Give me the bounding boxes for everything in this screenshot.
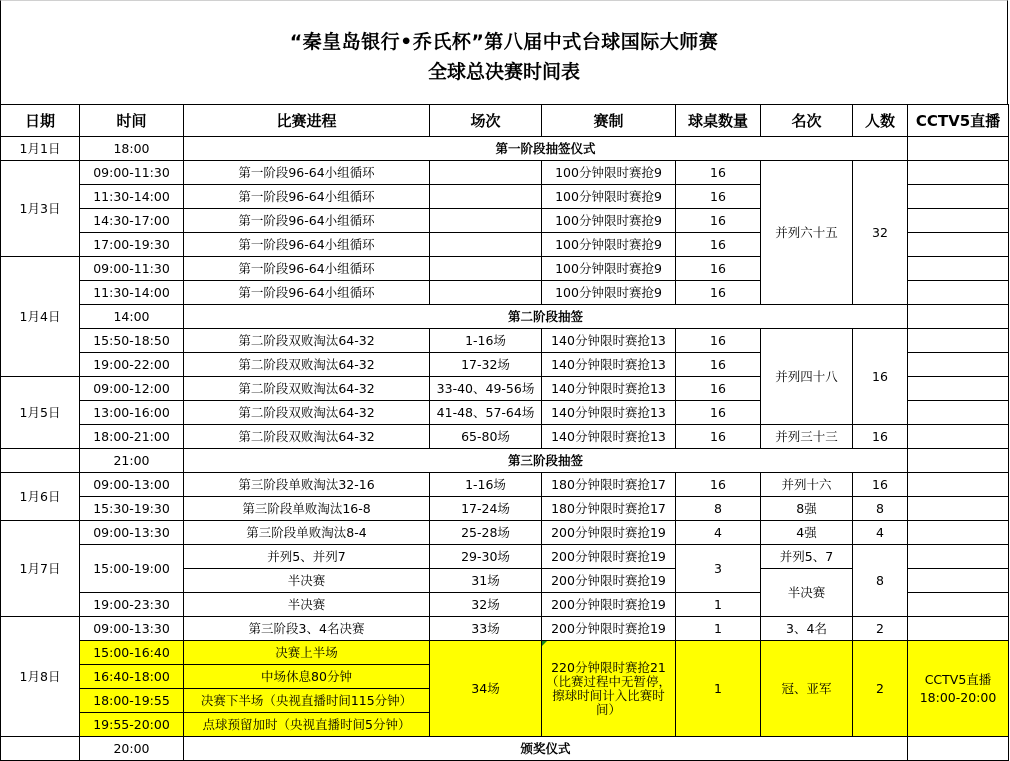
stage-cell: 第二阶段双败淘汰64-32 [184,353,430,377]
count-cell: 16 [853,473,908,497]
table-row [1,449,1009,473]
stage-cell: 决赛上半场 [184,641,430,665]
tables-cell: 16 [676,401,761,425]
stage-cell: 半决赛 [184,593,430,617]
count-cell: 8 [853,545,908,617]
stage-cell: 第一阶段96-64小组循环 [184,161,430,185]
tv-cell [908,137,1009,161]
table-row [1,329,1009,353]
time-cell: 18:00-19:55 [80,689,184,713]
count-cell: 8 [853,497,908,521]
rank-cell: 并列六十五 [761,161,853,305]
match-cell [430,233,542,257]
tables-cell: 16 [676,161,761,185]
stage-cell: 并列5、并列7 [184,545,430,569]
table-row [1,425,1009,449]
time-cell: 11:30-14:00 [80,281,184,305]
stage-cell: 第一阶段96-64小组循环 [184,281,430,305]
schedule-table [0,104,1009,761]
table-row [1,137,1009,161]
date-cell: 1月6日 [1,473,80,521]
match-cell: 29-30场 [430,545,542,569]
header-format: 赛制 [542,105,676,137]
time-cell: 18:00-21:00 [80,425,184,449]
format-cell: 100分钟限时赛抢9 [542,257,676,281]
time-cell: 14:00 [80,305,184,329]
date-cell: 1月1日 [1,137,80,161]
tv-cell [908,377,1009,401]
stage-cell: 第三阶段单败淘汰16-8 [184,497,430,521]
rank-cell: 并列三十三 [761,425,853,449]
time-cell: 19:00-23:30 [80,593,184,617]
tv-cell [908,449,1009,473]
format-cell: 200分钟限时赛抢19 [542,593,676,617]
tv-cell [908,425,1009,449]
tables-cell: 16 [676,473,761,497]
match-cell: 1-16场 [430,329,542,353]
stage-cell: 第三阶段3、4名决赛 [184,617,430,641]
table-row [1,545,1009,569]
header-row [1,105,1009,137]
tv-cell [908,521,1009,545]
rank-cell: 半决赛 [761,569,853,617]
tables-cell: 16 [676,281,761,305]
time-cell: 15:00-16:40 [80,641,184,665]
count-cell: 16 [853,425,908,449]
tv-cell [908,329,1009,353]
date-cell [1,449,80,473]
event-cell: 第三阶段抽签 [184,449,908,473]
stage-cell: 第一阶段96-64小组循环 [184,257,430,281]
stage-cell: 第二阶段双败淘汰64-32 [184,425,430,449]
date-cell: 1月5日 [1,377,80,449]
stage-cell: 半决赛 [184,569,430,593]
match-cell [430,209,542,233]
tv-cell [908,353,1009,377]
format-cell: 140分钟限时赛抢13 [542,329,676,353]
tables-cell: 16 [676,425,761,449]
match-cell: 1-16场 [430,473,542,497]
format-cell: 100分钟限时赛抢9 [542,185,676,209]
format-cell: 140分钟限时赛抢13 [542,353,676,377]
format-cell: 100分钟限时赛抢9 [542,161,676,185]
time-cell: 15:30-19:30 [80,497,184,521]
format-cell: 140分钟限时赛抢13 [542,401,676,425]
format-cell: 100分钟限时赛抢9 [542,281,676,305]
tv-cell [908,569,1009,593]
header-tv: CCTV5直播 [908,105,1009,137]
time-cell: 11:30-14:00 [80,185,184,209]
rank-cell: 并列5、7 [761,545,853,569]
header-match: 场次 [430,105,542,137]
count-cell: 16 [853,329,908,425]
match-cell: 33-40、49-56场 [430,377,542,401]
tv-cell [908,593,1009,617]
stage-cell: 中场休息80分钟 [184,665,430,689]
time-cell: 09:00-13:30 [80,521,184,545]
match-cell [430,161,542,185]
table-row [1,737,1009,761]
format-cell: 100分钟限时赛抢9 [542,233,676,257]
stage-cell: 第三阶段单败淘汰32-16 [184,473,430,497]
format-cell: 200分钟限时赛抢19 [542,545,676,569]
tables-cell: 16 [676,257,761,281]
tv-cell [908,737,1009,761]
format-cell: 220分钟限时赛抢21（比赛过程中无暂停，擦球时间计入比赛时间） [542,641,676,737]
count-cell: 32 [853,161,908,305]
date-cell [1,737,80,761]
format-cell: 200分钟限时赛抢19 [542,569,676,593]
match-cell: 31场 [430,569,542,593]
format-cell: 200分钟限时赛抢19 [542,521,676,545]
format-cell: 180分钟限时赛抢17 [542,497,676,521]
time-cell: 21:00 [80,449,184,473]
tables-cell: 1 [676,593,761,617]
tv-cell [908,617,1009,641]
tv-channel: CCTV5直播 [924,671,992,687]
table-row [1,473,1009,497]
match-cell [430,185,542,209]
match-cell: 34场 [430,641,542,737]
time-cell: 09:00-11:30 [80,161,184,185]
tv-cell [908,233,1009,257]
time-cell: 09:00-13:30 [80,617,184,641]
time-cell: 14:30-17:00 [80,209,184,233]
time-cell: 16:40-18:00 [80,665,184,689]
header-tables: 球桌数量 [676,105,761,137]
time-cell: 18:00 [80,137,184,161]
stage-cell: 第一阶段96-64小组循环 [184,185,430,209]
tv-cell [908,305,1009,329]
time-cell: 13:00-16:00 [80,401,184,425]
stage-cell: 第二阶段双败淘汰64-32 [184,329,430,353]
stage-cell: 决赛下半场（央视直播时间115分钟） [184,689,430,713]
time-cell: 19:55-20:00 [80,713,184,737]
format-cell: 200分钟限时赛抢19 [542,617,676,641]
rank-cell: 4强 [761,521,853,545]
match-cell [430,281,542,305]
tv-cell [908,281,1009,305]
stage-cell: 点球预留加时（央视直播时间5分钟） [184,713,430,737]
match-cell: 33场 [430,617,542,641]
table-row [1,161,1009,185]
stage-cell: 第一阶段96-64小组循环 [184,233,430,257]
event-cell: 颁奖仪式 [184,737,908,761]
tables-cell: 1 [676,641,761,737]
tv-cell [908,497,1009,521]
time-cell: 20:00 [80,737,184,761]
time-cell: 15:00-19:00 [80,545,184,593]
header-stage: 比赛进程 [184,105,430,137]
match-cell: 65-80场 [430,425,542,449]
format-cell: 100分钟限时赛抢9 [542,209,676,233]
match-cell: 17-24场 [430,497,542,521]
stage-cell: 第二阶段双败淘汰64-32 [184,401,430,425]
rank-cell: 8强 [761,497,853,521]
stage-cell: 第二阶段双败淘汰64-32 [184,377,430,401]
match-cell: 41-48、57-64场 [430,401,542,425]
page-title: “秦皇岛银行•乔氏杯”第八届中式台球国际大师赛 [289,31,719,53]
format-cell: 140分钟限时赛抢13 [542,377,676,401]
tables-cell: 16 [676,329,761,353]
tv-cell [908,473,1009,497]
rank-cell: 并列四十八 [761,329,853,425]
tables-cell: 16 [676,377,761,401]
tv-cell [908,161,1009,185]
time-cell: 17:00-19:30 [80,233,184,257]
tables-cell: 16 [676,233,761,257]
format-cell: 140分钟限时赛抢13 [542,425,676,449]
rank-cell: 3、4名 [761,617,853,641]
event-cell: 第二阶段抽签 [184,305,908,329]
date-cell: 1月3日 [1,161,80,257]
tables-cell: 1 [676,617,761,641]
table-row [1,497,1009,521]
time-cell: 19:00-22:00 [80,353,184,377]
time-cell: 15:50-18:50 [80,329,184,353]
page-subtitle: 全球总决赛时间表 [427,61,580,83]
time-cell: 09:00-11:30 [80,257,184,281]
tables-cell: 3 [676,545,761,593]
count-cell: 4 [853,521,908,545]
header-date: 日期 [1,105,80,137]
tables-cell: 16 [676,353,761,377]
date-cell: 1月7日 [1,521,80,617]
rank-cell: 冠、亚军 [761,641,853,737]
table-row [1,521,1009,545]
count-cell: 2 [853,617,908,641]
tv-time: 18:00-20:00 [919,689,997,705]
match-cell [430,257,542,281]
match-cell: 17-32场 [430,353,542,377]
tv-cell [908,209,1009,233]
header-time: 时间 [80,105,184,137]
tv-cell [908,185,1009,209]
date-cell: 1月8日 [1,617,80,737]
tables-cell: 4 [676,521,761,545]
stage-cell: 第三阶段单败淘汰8-4 [184,521,430,545]
rank-cell: 并列十六 [761,473,853,497]
tables-cell: 8 [676,497,761,521]
header-count: 人数 [853,105,908,137]
tv-broadcast-cell [908,641,1009,737]
tables-cell: 16 [676,209,761,233]
table-row [1,617,1009,641]
title-area [0,0,1008,104]
count-cell: 2 [853,641,908,737]
tables-cell: 16 [676,185,761,209]
stage-cell: 第一阶段96-64小组循环 [184,209,430,233]
tv-cell [908,401,1009,425]
time-cell: 09:00-13:00 [80,473,184,497]
date-cell: 1月4日 [1,257,80,377]
header-rank: 名次 [761,105,853,137]
time-cell: 09:00-12:00 [80,377,184,401]
tv-cell [908,257,1009,281]
table-row [1,305,1009,329]
final-row [1,641,1009,665]
event-cell: 第一阶段抽签仪式 [184,137,908,161]
tv-cell [908,545,1009,569]
match-cell: 25-28场 [430,521,542,545]
match-cell: 32场 [430,593,542,617]
format-cell: 180分钟限时赛抢17 [542,473,676,497]
